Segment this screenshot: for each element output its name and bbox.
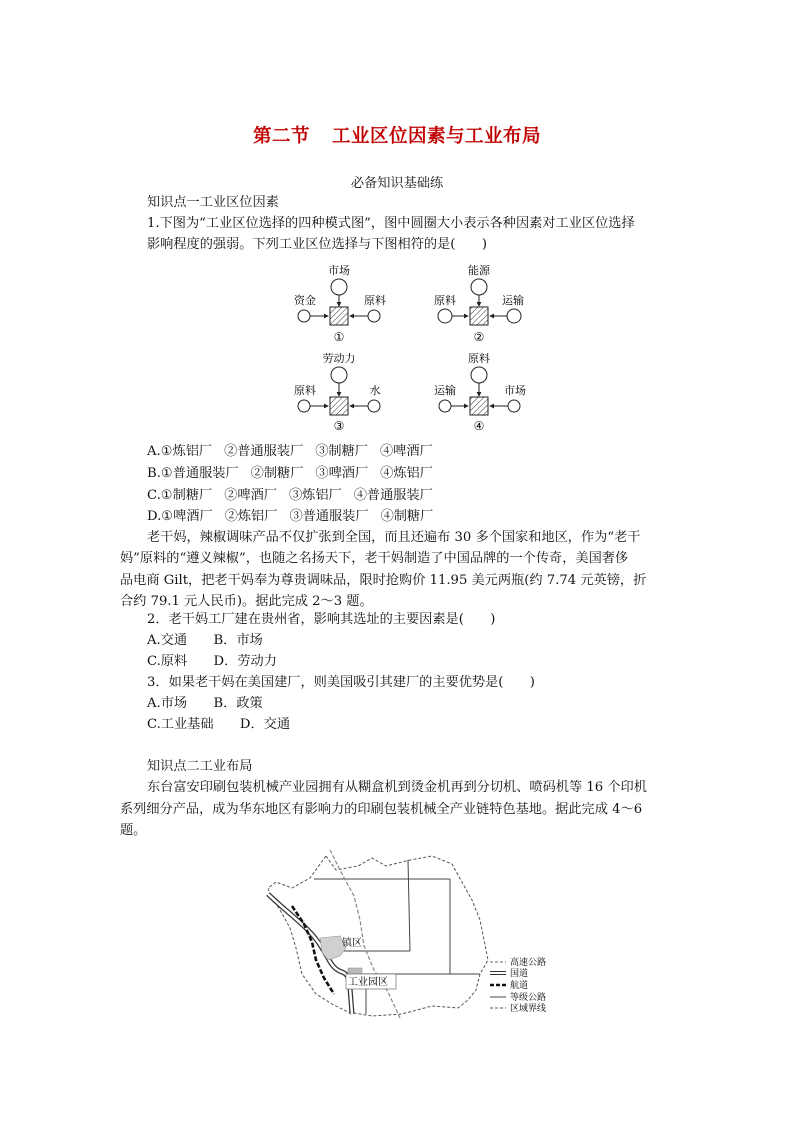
model-2-top-circle — [471, 279, 487, 295]
model-2 — [434, 263, 524, 344]
model-1-right-circle — [368, 310, 380, 322]
q2-options-ab: A.交通 B．市场 — [147, 633, 263, 648]
model-1-top-circle — [331, 279, 347, 295]
q1-option-a: A.①炼铝厂 ②普通服装厂 ③制糖厂 ④啤酒厂 — [147, 444, 433, 459]
model-2-right-circle — [507, 309, 521, 323]
legend-waterway: 航道 — [510, 981, 529, 991]
passage2-line3: 题。 — [120, 823, 147, 838]
model-2-left-label: 原料 — [434, 294, 456, 307]
model-3-factory-box — [330, 397, 348, 415]
model-3-top-circle — [331, 367, 347, 383]
model-2-factory-box — [470, 307, 488, 325]
passage1-line3: 品电商 Gilt，把老干妈奉为尊贵调味品，限时抢购价 11.95 美元两瓶(约 7.74 元英镑，折 — [120, 573, 647, 588]
q1-stem-line1: 1.下图为“工业区位选择的四种模式图”，图中圆圈大小表示各种因素对工业区位选择 — [147, 216, 635, 231]
model-3-top-label: 劳动力 — [322, 352, 356, 365]
model-3-right-label: 水 — [369, 384, 381, 397]
passage1-line2: 妈”原料的“遵义辣椒”，也随之名扬天下，老干妈制造了中国品牌的一个传奇，美国奢侈 — [120, 551, 629, 566]
town-label: 镇区 — [342, 938, 362, 949]
model-4-top-circle — [471, 367, 487, 383]
model-1 — [294, 263, 386, 344]
model-4-number: ④ — [473, 419, 485, 433]
model-3-right-circle — [368, 400, 380, 412]
model-4-factory-box — [470, 397, 488, 415]
passage2-line2: 系列细分产品，成为华东地区有影响力的印刷包装机械全产业链特色基地。据此完成 4～6 — [120, 802, 643, 817]
map-legend — [490, 956, 546, 1014]
location-model-diagram — [285, 262, 545, 434]
model-2-right-label: 运输 — [502, 294, 524, 307]
page-title — [0, 122, 794, 148]
legend-region-boundary: 区域界线 — [510, 1004, 547, 1014]
title-part2: 工业区位因素与工业布局 — [332, 126, 542, 147]
model-1-left-label: 资金 — [294, 294, 316, 307]
passage1-line1: 老干妈，辣椒调味产品不仅扩张到全国，而且还遍布 30 多个国家和地区，作为“老干 — [147, 530, 641, 545]
legend-expressway: 高速公路 — [510, 958, 547, 968]
model-1-right-label: 原料 — [364, 294, 386, 307]
q1-option-b: B.①普通服装厂 ②制糖厂 ③啤酒厂 ④炼铝厂 — [147, 466, 433, 481]
subtitle: 必备知识基础练 — [350, 176, 444, 191]
legend-national-road: 国道 — [510, 969, 529, 979]
model-4 — [434, 351, 526, 433]
legend-grade-road: 等级公路 — [510, 993, 547, 1003]
q2-options-cd: C.原料 D．劳动力 — [147, 654, 277, 669]
model-2-left-circle — [438, 309, 452, 323]
q3-options-cd: C.工业基础 D．交通 — [147, 717, 291, 732]
model-2-number: ② — [473, 330, 485, 344]
model-2-top-label: 能源 — [468, 264, 490, 277]
industrial-park-label: 工业园区 — [348, 977, 388, 988]
model-4-top-label: 原料 — [468, 352, 490, 365]
region-boundary — [268, 856, 488, 1016]
model-1-factory-box — [330, 307, 348, 325]
q1-option-c: C.①制糖厂 ②啤酒厂 ③炼铝厂 ④普通服装厂 — [147, 488, 433, 503]
model-4-right-label: 市场 — [504, 384, 526, 397]
model-1-top-label: 市场 — [328, 264, 350, 277]
model-3 — [294, 351, 381, 433]
model-3-left-circle — [298, 400, 310, 412]
section2-heading: 知识点二工业布局 — [147, 759, 253, 774]
q3-options-ab: A.市场 B．政策 — [147, 696, 263, 711]
passage2-line1: 东台富安印刷包装机械产业园拥有从糊盒机到烫金机再到分切机、喷码机等 16 个印机 — [147, 780, 647, 795]
model-3-number: ③ — [333, 419, 345, 433]
q1-option-d: D.①啤酒厂 ②炼铝厂 ③普通服装厂 ④制糖厂 — [147, 509, 434, 524]
q2-stem: 2．老干妈工厂建在贵州省，影响其选址的主要因素是( ) — [147, 612, 496, 627]
model-4-left-label: 运输 — [434, 384, 456, 397]
industrial-park-map — [262, 848, 562, 1020]
q1-stem-line2: 影响程度的强弱。下列工业区位选择与下图相符的是( ) — [147, 237, 487, 252]
model-4-right-circle — [508, 400, 520, 412]
section1-heading: 知识点一工业区位因素 — [147, 195, 279, 210]
model-4-left-circle — [439, 400, 451, 412]
q3-stem: 3．如果老干妈在美国建厂，则美国吸引其建厂的主要优势是( ) — [147, 675, 535, 690]
model-1-left-circle — [298, 310, 310, 322]
model-1-number: ① — [333, 330, 345, 344]
passage1-line4: 合约 79.1 元人民币)。据此完成 2～3 题。 — [120, 594, 373, 609]
model-3-left-label: 原料 — [294, 384, 316, 397]
title-part1: 第二节 — [252, 126, 310, 147]
